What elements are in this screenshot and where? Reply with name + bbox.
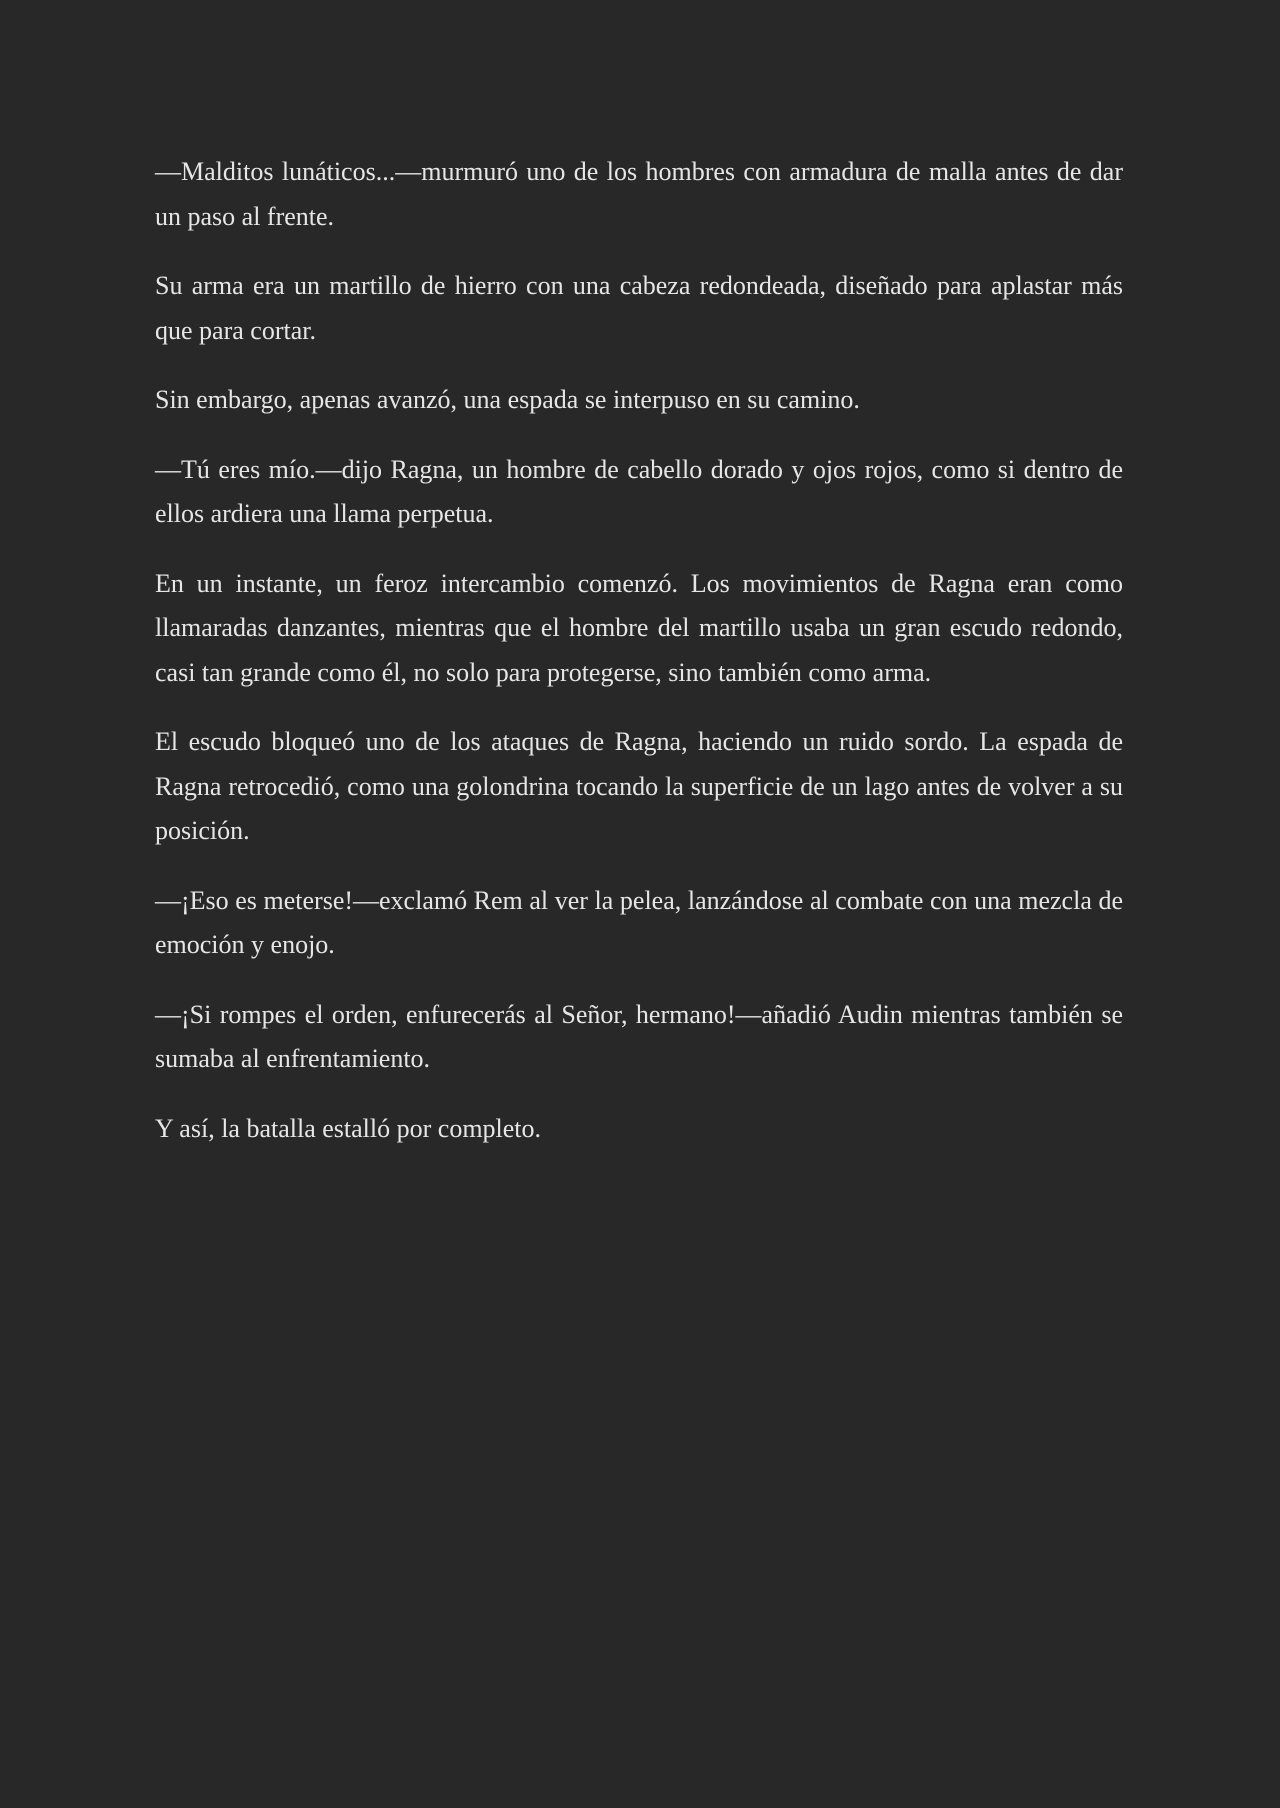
paragraph: Y así, la batalla estalló por completo. [155, 1113, 542, 1143]
paragraph: El escudo bloqueó uno de los ataques de Ragna, haciendo un ruido sordo. La espada de Ragna retrocedió, como una golondrina tocando la superficie de un lago antes de volver a su posición. [155, 727, 1123, 845]
chapter-text [155, 150, 1123, 1176]
paragraph: —¡Eso es meterse!—exclamó Rem al ver la pelea, lanzándose al combate con una mezcla de emoción y enojo. [155, 885, 1123, 959]
paragraph: —Malditos lunáticos...—murmuró uno de los hombres con armadura de malla antes de dar un paso al frente. [155, 157, 1123, 231]
paragraph: Sin embargo, apenas avanzó, una espada se interpuso en su camino. [155, 385, 860, 414]
paragraph: Su arma era un martillo de hierro con una cabeza redondeada, diseñado para aplastar más que para cortar. [155, 271, 1123, 345]
paragraph: En un instante, un feroz intercambio comenzó. Los movimientos de Ragna eran como llamaradas danzantes, mientras que el hombre del martillo usaba un gran escudo redondo, casi tan grande como él, no solo para protegerse, sino también como arma. [155, 568, 1123, 687]
paragraph: —¡Si rompes el orden, enfurecerás al Señor, hermano!—añadió Audin mientras también se sumaba al enfrentamiento. [155, 999, 1123, 1073]
paragraph: —Tú eres mío.—dijo Ragna, un hombre de cabello dorado y ojos rojos, como si dentro de ellos ardiera una llama perpetua. [155, 454, 1123, 528]
